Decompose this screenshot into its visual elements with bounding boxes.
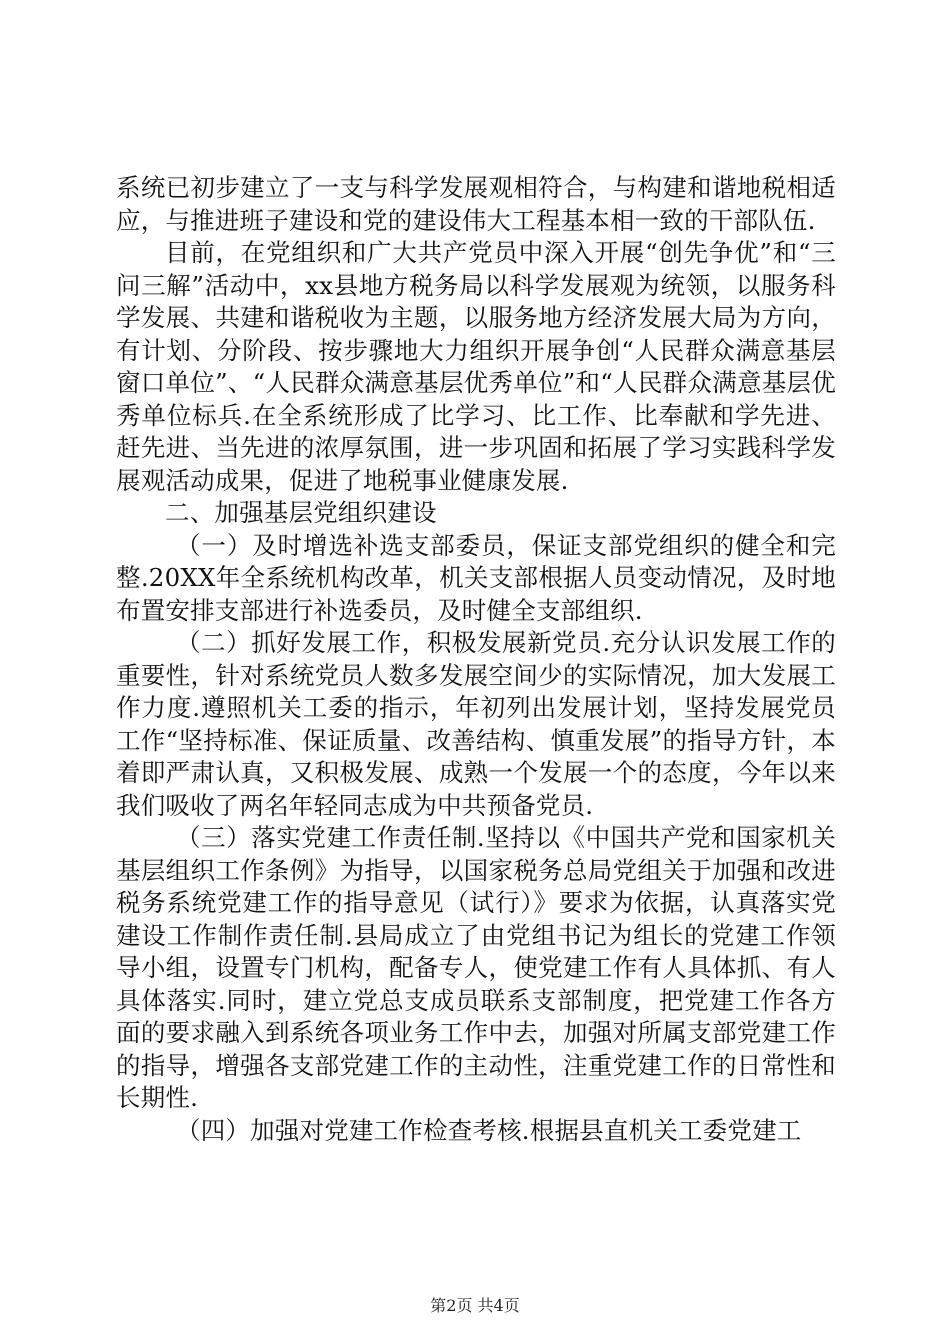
paragraph-item-2: （二）抓好发展工作，积极发展新党员.充分认识发展工作的重要性，针对系统党员人数多发展空间少的实际情况，加大发展工作力度.遵照机关工委的指示，年初列出发展计划，坚持发展党员工作“坚持标准、保证质量、改善结构、慎重发展”的指导方针，本着即严肃认真，又积极发展、成熟一个发展一个的态度，今年以来我们吸收了两名年轻同志成为中共预备党员.: [116, 628, 836, 820]
section-heading: 二、加强基层党组织建设: [165, 498, 437, 527]
page-footer: 第2页 共4页: [430, 1296, 520, 1315]
document-body: [116, 172, 836, 1147]
paragraph-continuation: 系统已初步建立了一支与科学发展观相符合，与构建和谐地税相适应，与推进班子建设和党的建设伟大工程基本相一致的干部队伍.: [116, 173, 836, 235]
paragraph-item-4: （四）加强对党建工作检查考核.根据县直机关工委党建工: [176, 1115, 802, 1145]
paragraph-current-activities: 目前，在党组织和广大共产党员中深入开展“创先争优”和“三问三解”活动中，xx县地方税务局以科学发展观为统领，以服务科学发展、共建和谐税收为主题，以服务地方经济发展大局为方向，有计划、分阶段、按步骤地大力组织开展争创“人民群众满意基层窗口单位”、“人民群众满意基层优秀单位”和“人民群众满意基层优秀单位标兵.在全系统形成了比学习、比工作、比奉献和学先进、赶先进、当先进的浓厚氛围，进一步巩固和拓展了学习实践科学发展观活动成果，促进了地税事业健康发展.: [116, 238, 836, 495]
paragraph-item-1: （一）及时增选补选支部委员，保证支部党组织的健全和完整.20XX年全系统机构改革，机关支部根据人员变动情况，及时地布置安排支部进行补选委员，及时健全支部组织.: [116, 530, 836, 625]
paragraph-item-3: （三）落实党建工作责任制.坚持以《中国共产党和国家机关基层组织工作条例》为指导，以国家税务总局党组关于加强和改进税务系统党建工作的指导意见（试行）》要求为依据，认真落实党建设工作制作责任制.县局成立了由党组书记为组长的党建工作领导小组，设置专门机构，配备专人，使党建工作有人具体抓、有人具体落实.同时，建立党总支成员联系支部制度，把党建工作各方面的要求融入到系统各项业务工作中去，加强对所属支部党建工作的指导，增强各支部党建工作的主动性，注重党建工作的日常性和长期性.: [116, 823, 836, 1112]
